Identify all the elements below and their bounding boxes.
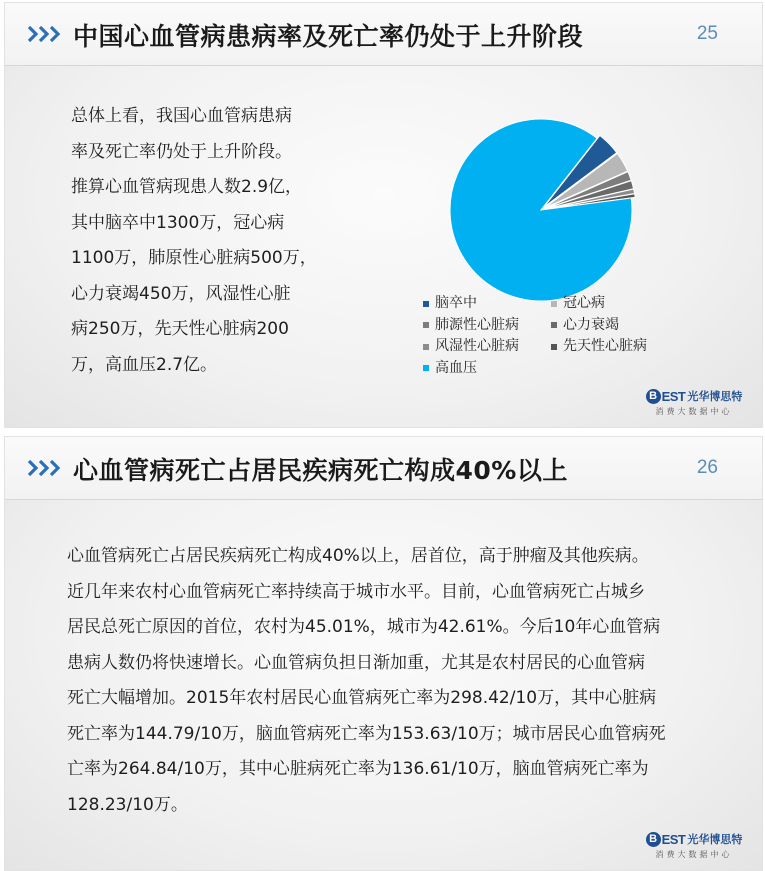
logo-subtitle: 消费大数据中心 bbox=[655, 407, 733, 416]
legend-item bbox=[423, 315, 551, 337]
legend-item bbox=[551, 336, 679, 358]
legend-item bbox=[551, 293, 679, 315]
body-line: 万，高血压2.7亿。 bbox=[71, 354, 218, 375]
legend-swatch bbox=[423, 365, 429, 371]
chart-legend bbox=[423, 293, 683, 379]
body-line: 其中脑卒中1300万，冠心病 bbox=[71, 212, 285, 233]
brand-logo bbox=[638, 388, 750, 417]
chevron-arrows-icon bbox=[27, 455, 63, 481]
legend-row bbox=[423, 358, 683, 380]
slide-25 bbox=[4, 2, 763, 428]
legend-swatch bbox=[551, 322, 557, 328]
legend-label: 高血压 bbox=[435, 359, 477, 376]
page-number: 26 bbox=[696, 457, 718, 478]
body-line: 心力衰竭450万，风湿性心脏 bbox=[71, 283, 291, 304]
body-line: 总体上看，我国心血管病患病 bbox=[71, 106, 292, 126]
legend-item bbox=[551, 315, 679, 337]
slide-header bbox=[5, 437, 762, 500]
logo-mark: B bbox=[646, 389, 661, 404]
pie-chart bbox=[445, 115, 645, 305]
legend-swatch bbox=[423, 301, 429, 307]
logo-mark: B bbox=[646, 832, 661, 847]
legend-swatch bbox=[551, 301, 557, 307]
body-line: 推算心血管病现患人数2.9亿， bbox=[71, 177, 303, 197]
legend-item bbox=[423, 336, 551, 358]
slide-header bbox=[5, 3, 762, 66]
chevron-arrows-icon bbox=[27, 21, 63, 47]
legend-label: 肺源性心脏病 bbox=[435, 316, 519, 333]
legend-label: 冠心病 bbox=[563, 295, 605, 311]
slide-title: 中国心血管病患病率及死亡率仍处于上升阶段 bbox=[73, 22, 584, 51]
page-number: 25 bbox=[696, 23, 718, 44]
legend-label: 先天性心脏病 bbox=[563, 338, 647, 354]
brand-logo bbox=[638, 831, 750, 860]
body-line: 死亡大幅增加。2015年农村居民心血管病死亡率为298.42/10万，其中心脏病 bbox=[67, 688, 657, 708]
legend-item bbox=[423, 358, 551, 380]
legend-row bbox=[423, 315, 683, 337]
slide-title: 心血管病死亡占居民疾病死亡构成40%以上 bbox=[73, 456, 568, 485]
body-line: 患病人数仍将快速增长。心血管病负担日渐加重，尤其是农村居民的心血管病 bbox=[67, 652, 645, 673]
logo-name: 光华博思特 bbox=[687, 833, 743, 846]
body-line: 亡率为264.84/10万，其中心脏病死亡率为136.61/10万，脑血管病死亡率为 bbox=[67, 759, 649, 779]
body-line: 率及死亡率仍处于上升阶段。 bbox=[71, 141, 292, 162]
legend-label: 脑卒中 bbox=[435, 295, 477, 311]
legend-row bbox=[423, 336, 683, 358]
legend-item bbox=[423, 293, 551, 315]
body-line: 128.23/10万。 bbox=[67, 794, 188, 815]
logo-est: EST bbox=[661, 831, 686, 847]
slide-26 bbox=[4, 436, 763, 871]
slide-body-text bbox=[71, 99, 361, 383]
body-line: 死亡率为144.79/10万，脑血管病死亡率为153.63/10万；城市居民心血管病死 bbox=[67, 723, 666, 744]
body-line: 1100万，肺原性心脏病500万， bbox=[71, 248, 317, 268]
legend-label: 心力衰竭 bbox=[563, 316, 619, 333]
legend-swatch bbox=[423, 344, 429, 350]
logo-subtitle: 消费大数据中心 bbox=[655, 850, 733, 859]
body-line: 居民总死亡原因的首位，农村为45.01%，城市为42.61%。今后10年心血管病 bbox=[67, 617, 661, 637]
body-line: 病250万，先天性心脏病200 bbox=[71, 319, 289, 339]
legend-label: 风湿性心脏病 bbox=[435, 338, 519, 354]
legend-swatch bbox=[551, 344, 557, 350]
slide-body-text bbox=[67, 539, 747, 823]
legend-row bbox=[423, 293, 683, 315]
logo-est: EST bbox=[661, 388, 686, 404]
logo-name: 光华博思特 bbox=[687, 390, 743, 403]
body-line: 心血管病死亡占居民疾病死亡构成40%以上，居首位，高于肿瘤及其他疾病。 bbox=[67, 546, 649, 566]
legend-swatch bbox=[423, 322, 429, 328]
body-line: 近几年来农村心血管病死亡率持续高于城市水平。目前，心血管病死亡占城乡 bbox=[67, 581, 645, 602]
